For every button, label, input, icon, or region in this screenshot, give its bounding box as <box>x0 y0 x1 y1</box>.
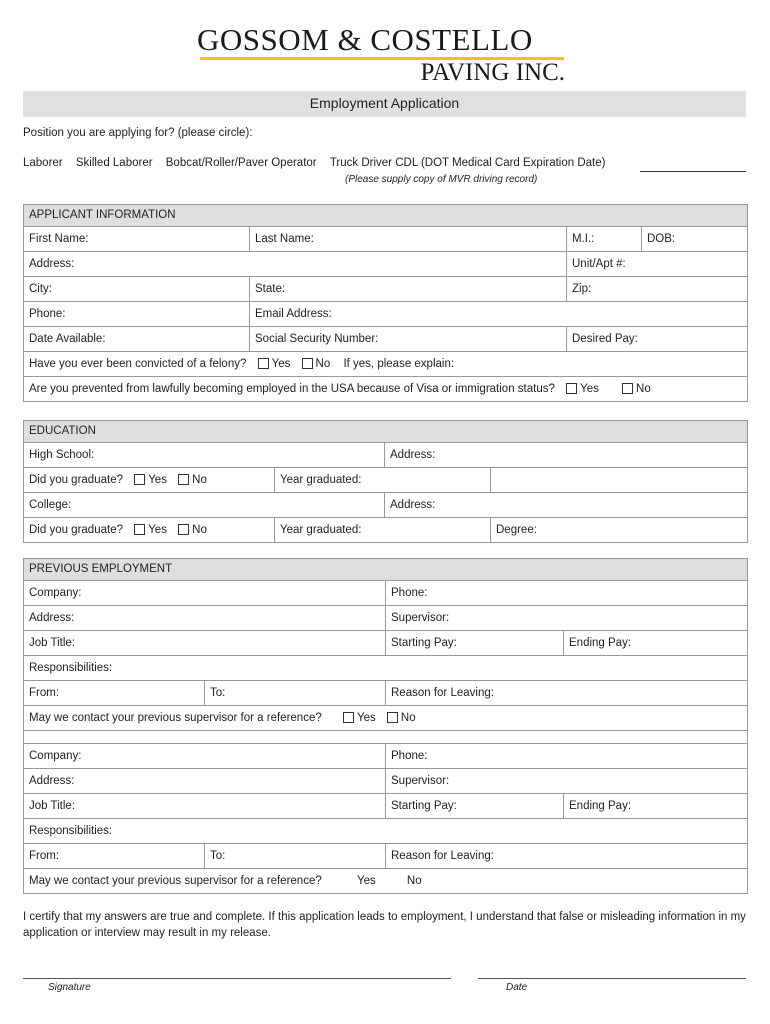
option-operator[interactable]: Bobcat/Roller/Paver Operator <box>165 157 317 169</box>
email-field[interactable]: Email Address: <box>249 302 747 326</box>
felony-question: Have you ever been convicted of a felony? <box>29 358 247 370</box>
supervisor-field-2[interactable]: Supervisor: <box>385 769 747 793</box>
high-school-field[interactable]: High School: <box>29 449 95 461</box>
employment-header: PREVIOUS EMPLOYMENT <box>29 563 173 575</box>
college-graduate-yes-checkbox[interactable] <box>134 524 145 535</box>
job-title-field-1[interactable]: Job Title: <box>29 637 76 649</box>
contact-question-1: May we contact your previous supervisor for a reference? <box>29 712 322 724</box>
signature-label: Signature <box>48 982 91 993</box>
company-field-1[interactable]: Company: <box>29 587 82 599</box>
college-graduate-row <box>24 518 274 542</box>
visa-row <box>24 377 747 401</box>
reason-field-1[interactable]: Reason for Leaving: <box>385 681 747 705</box>
phone-field-1[interactable]: Phone: <box>385 581 747 605</box>
hs-graduate-no-checkbox[interactable] <box>178 474 189 485</box>
visa-yes-label: Yes <box>580 383 599 395</box>
employer-address-field-2[interactable]: Address: <box>29 775 75 787</box>
responsibilities-field-1[interactable]: Responsibilities: <box>29 662 113 674</box>
position-options <box>23 157 605 169</box>
contact-yes-label-2[interactable]: Yes <box>356 875 376 887</box>
section-header <box>24 205 747 226</box>
spacer-row <box>24 731 747 743</box>
hs-yes-label: Yes <box>148 474 167 486</box>
felony-no-checkbox[interactable] <box>302 358 313 369</box>
applicant-section <box>23 204 748 402</box>
degree-field[interactable]: Degree: <box>490 518 747 542</box>
visa-no-checkbox[interactable] <box>622 383 633 394</box>
unit-field[interactable]: Unit/Apt #: <box>566 252 747 276</box>
college-year-field[interactable]: Year graduated: <box>274 518 490 542</box>
college-graduate-no-checkbox[interactable] <box>178 524 189 535</box>
signature-line[interactable] <box>23 978 451 979</box>
hs-year-field[interactable]: Year graduated: <box>274 468 490 492</box>
section-header <box>24 421 747 442</box>
high-school-address-field[interactable]: Address: <box>384 443 747 467</box>
address-field[interactable]: Address: <box>29 258 75 270</box>
logo-line-1: GOSSOM & COSTELLO <box>197 22 533 57</box>
hs-graduate-yes-checkbox[interactable] <box>134 474 145 485</box>
mi-field[interactable]: M.I.: <box>566 227 641 251</box>
mvr-note: (Please supply copy of MVR driving record) <box>345 174 538 185</box>
education-header: EDUCATION <box>29 425 96 437</box>
phone-field[interactable]: Phone: <box>29 308 66 320</box>
contact-no-label-1: No <box>400 712 416 724</box>
college-yes-label: Yes <box>148 524 167 536</box>
section-header <box>24 559 747 580</box>
college-graduate-question: Did you graduate? <box>29 524 123 536</box>
contact-no-checkbox-1[interactable] <box>387 712 398 723</box>
ending-pay-field-1[interactable]: Ending Pay: <box>563 631 747 655</box>
to-field-2[interactable]: To: <box>204 844 385 868</box>
felony-row <box>24 352 747 376</box>
applicant-header: APPLICANT INFORMATION <box>29 209 176 221</box>
felony-explain[interactable]: If yes, please explain: <box>343 358 455 370</box>
job-title-field-2[interactable]: Job Title: <box>29 800 76 812</box>
starting-pay-field-2[interactable]: Starting Pay: <box>385 794 563 818</box>
visa-question: Are you prevented from lawfully becoming employed in the USA because of Visa or immigration status? <box>29 383 555 395</box>
state-field[interactable]: State: <box>249 277 566 301</box>
supervisor-field-1[interactable]: Supervisor: <box>385 606 747 630</box>
hs-no-label: No <box>192 474 207 486</box>
phone-field-2[interactable]: Phone: <box>385 744 747 768</box>
employment-section <box>23 558 748 894</box>
felony-yes-checkbox[interactable] <box>258 358 269 369</box>
hs-graduate-row <box>24 468 274 492</box>
position-prompt: Position you are applying for? (please circle): <box>23 127 253 139</box>
contact-no-label-2[interactable]: No <box>406 875 422 887</box>
date-line[interactable] <box>478 978 746 979</box>
last-name-field[interactable]: Last Name: <box>249 227 566 251</box>
dob-field[interactable]: DOB: <box>641 227 747 251</box>
to-field-1[interactable]: To: <box>204 681 385 705</box>
visa-no-label: No <box>636 383 651 395</box>
contact-row-1 <box>24 706 747 730</box>
felony-no-label: No <box>315 358 331 370</box>
from-field-1[interactable]: From: <box>29 687 60 699</box>
date-available-field[interactable]: Date Available: <box>29 333 106 345</box>
option-laborer[interactable]: Laborer <box>23 157 63 169</box>
certify-text: I certify that my answers are true and complete. If this application leads to employment, I understand that false or misleading information in my application or interview may result in my release. <box>23 911 746 939</box>
contact-question-2: May we contact your previous supervisor for a reference? <box>29 875 322 887</box>
city-field[interactable]: City: <box>29 283 52 295</box>
ending-pay-field-2[interactable]: Ending Pay: <box>563 794 747 818</box>
first-name-field[interactable]: First Name: <box>29 233 89 245</box>
zip-field[interactable]: Zip: <box>566 277 747 301</box>
contact-yes-checkbox-1[interactable] <box>343 712 354 723</box>
contact-yes-label-1: Yes <box>356 712 376 724</box>
expiration-date-line[interactable] <box>640 171 746 172</box>
visa-yes-checkbox[interactable] <box>566 383 577 394</box>
option-skilled-laborer[interactable]: Skilled Laborer <box>75 157 153 169</box>
company-field-2[interactable]: Company: <box>29 750 82 762</box>
form-title: Employment Application <box>23 91 746 117</box>
education-section <box>23 420 748 543</box>
contact-row-2 <box>24 869 747 893</box>
employer-address-field-1[interactable]: Address: <box>29 612 75 624</box>
college-no-label: No <box>192 524 207 536</box>
felony-yes-label: Yes <box>271 358 291 370</box>
date-label: Date <box>506 982 528 993</box>
college-field[interactable]: College: <box>29 499 72 511</box>
company-logo <box>195 22 575 88</box>
desired-pay-field[interactable]: Desired Pay: <box>566 327 747 351</box>
option-truck-driver[interactable]: Truck Driver CDL (DOT Medical Card Expiration Date) <box>329 157 606 169</box>
starting-pay-field-1[interactable]: Starting Pay: <box>385 631 563 655</box>
hs-graduate-question: Did you graduate? <box>29 474 123 486</box>
hs-extra-field[interactable] <box>490 468 747 492</box>
from-field-2[interactable]: From: <box>29 850 60 862</box>
responsibilities-field-2[interactable]: Responsibilities: <box>29 825 113 837</box>
reason-field-2[interactable]: Reason for Leaving: <box>385 844 747 868</box>
ssn-field[interactable]: Social Security Number: <box>249 327 566 351</box>
college-address-field[interactable]: Address: <box>384 493 747 517</box>
logo-line-2: PAVING INC. <box>420 59 565 86</box>
